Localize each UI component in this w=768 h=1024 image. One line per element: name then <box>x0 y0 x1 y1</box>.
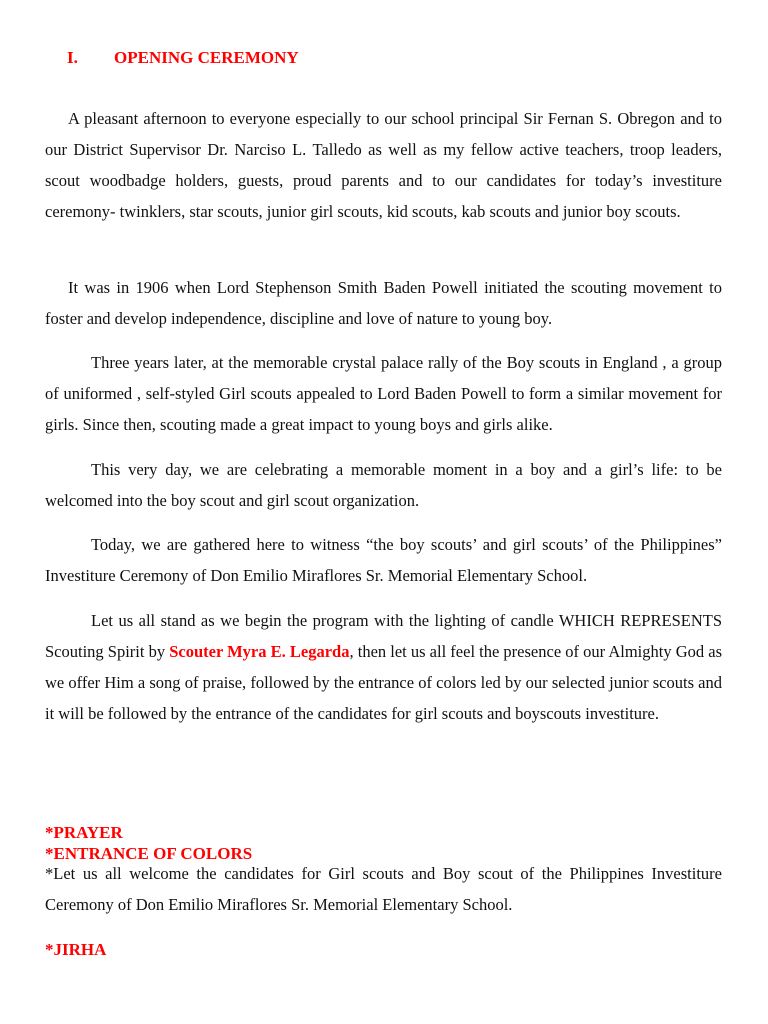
program-item-prayer: *PRAYER <box>45 823 123 842</box>
section-number: I. <box>67 48 78 67</box>
program-item-jirha: *JIRHA <box>45 940 107 959</box>
paragraph-program <box>45 605 722 729</box>
paragraph-history: It was in 1906 when Lord Stephenson Smith Baden Powell initiated the scouting movement to foster and develop independence, discipline and love of nature to young boy. <box>45 278 722 328</box>
paragraph-gathering: Today, we are gathered here to witness “the boy scouts’ and girl scouts’ of the Philippines” Investiture Ceremony of Don Emilio Miraflores Sr. Memorial Elementary School. <box>45 535 722 585</box>
paragraph-greeting: A pleasant afternoon to everyone especially to our school principal Sir Fernan S. Obregon and to our District Supervisor Dr. Narciso L. Talledo as well as my fellow active teachers, troop leaders, scout woodbadge holders, guests, proud parents and to our candidates for today’s investiture ceremony- twinklers, star scouts, junior girl scouts, kid scouts, kab scouts and junior boy scouts. <box>45 109 722 221</box>
paragraph-girl-scouts: Three years later, at the memorable crystal palace rally of the Boy scouts in England , a group of uniformed , self-styled Girl scouts appealed to Lord Baden Powell to form a similar movement for girls. Since then, scouting made a great impact to young boys and girls alike. <box>45 353 722 434</box>
scouter-name-highlight: Scouter Myra E. Legarda <box>169 642 350 661</box>
paragraph-celebration: This very day, we are celebrating a memorable moment in a boy and a girl’s life: to be welcomed into the boy scout and girl scout organization. <box>45 460 722 510</box>
paragraph-program-end: , then let us all feel the presence of our Almighty God as we offer Him a song of praise, followed by the entrance of colors led by our selected junior scouts and it will be followed by the entrance of the candidates for girl scouts and boyscouts investiture. <box>45 642 723 723</box>
paragraph-welcome-candidates: *Let us all welcome the candidates for Girl scouts and Boy scout of the Philippines Investiture Ceremony of Don Emilio Miraflores Sr. Memorial Elementary School. <box>45 864 722 914</box>
paragraph-program-start: Let us all stand as we begin the program with the lighting of candle WHICH REPRESENTS Scouting Spirit by <box>45 611 722 661</box>
section-title: OPENING CEREMONY <box>114 48 299 67</box>
program-item-entrance-of-colors: *ENTRANCE OF COLORS <box>45 844 253 863</box>
section-heading <box>67 46 299 70</box>
